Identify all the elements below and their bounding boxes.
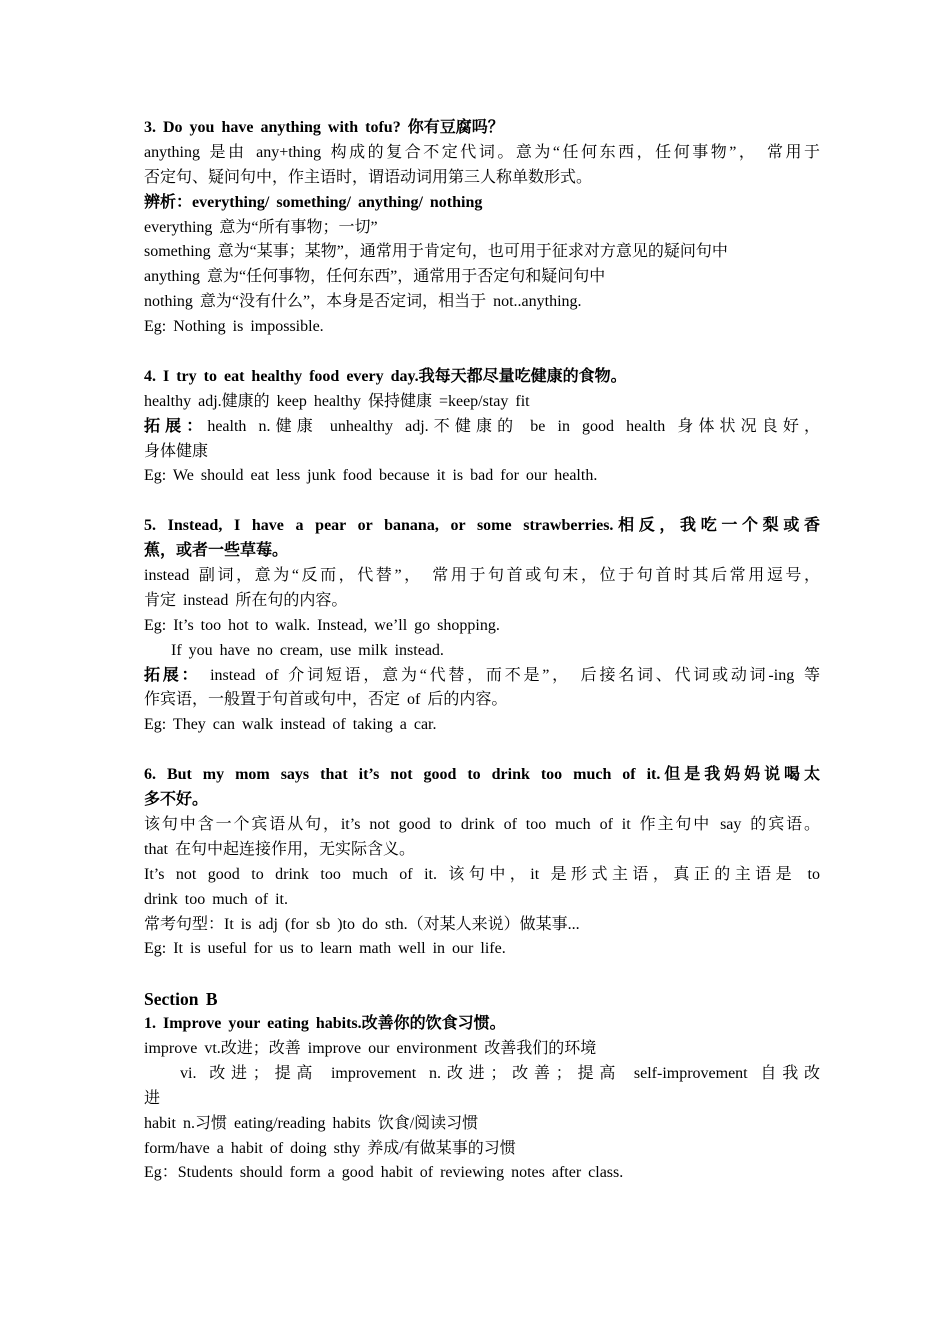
text-line: [144, 589, 820, 614]
text-line: [144, 664, 820, 689]
document-page: [144, 116, 820, 1186]
blank-line: [144, 340, 820, 365]
text-line: [144, 688, 820, 713]
text-line: [144, 1112, 820, 1137]
line-text: anything 是由 any+thing 构成的复合不定代词。意为“任何东西，任何事物”， 常用于: [144, 143, 820, 161]
text-line: [144, 216, 820, 241]
text-line: [144, 464, 820, 489]
line-text: 6. But my mom says that it’s not good to drink too much of it.但是我妈妈说喝太: [144, 766, 820, 784]
line-text: everything 意为“所有事物；一切”: [144, 218, 378, 236]
line-text: health n.健康 unhealthy adj.不健康的 be in good health 身体状况良好，: [207, 417, 820, 435]
text-line: [144, 265, 820, 290]
text-line: [144, 1087, 820, 1112]
text-line: [144, 315, 820, 340]
line-text: Eg: It’s too hot to walk. Instead, we’ll go shopping.: [144, 616, 500, 634]
blank-line: [144, 489, 820, 514]
text-line: [144, 713, 820, 738]
text-line: [144, 888, 820, 913]
text-line: [144, 564, 820, 589]
line-text: instead 副词，意为“反而，代替”， 常用于句首或句末，位于句首时其后常用逗号，: [144, 567, 820, 585]
line-text: 5. Instead, I have a pear or banana, or some strawberries.相反，我吃一个梨或香: [144, 517, 820, 535]
label-bold: 拓展：: [144, 666, 201, 684]
text-line: [144, 240, 820, 265]
blank-line: [144, 962, 820, 987]
text-line: [144, 838, 820, 863]
text-line: [144, 813, 820, 838]
line-text: 肯定 instead 所在句的内容。: [144, 591, 348, 609]
heading-line: [144, 1012, 820, 1037]
text-line: [144, 290, 820, 315]
line-text: drink too much of it.: [144, 890, 288, 908]
text-line: [144, 863, 820, 888]
line-text: 1. Improve your eating habits.改善你的饮食习惯。: [144, 1015, 506, 1033]
text-line: [144, 390, 820, 415]
line-text: Eg: They can walk instead of taking a car.: [144, 716, 437, 734]
line-text: 常考句型：It is adj (for sb )to do sth.（对某人来说）做某事...: [144, 915, 580, 933]
heading-line: [144, 987, 820, 1012]
label-bold: 拓展：: [144, 417, 208, 435]
text-line: [144, 141, 820, 166]
heading-line: [144, 191, 820, 216]
heading-line: [144, 539, 820, 564]
line-text: It’s not good to drink too much of it. 该句中，it 是形式主语，真正的主语是 to: [144, 865, 820, 883]
line-text: improve vt.改进；改善 improve our environment 改善我们的环境: [144, 1039, 597, 1057]
text-line: [144, 1161, 820, 1186]
line-text: 4. I try to eat healthy food every day.我每天都尽量吃健康的食物。: [144, 367, 627, 385]
line-text: Eg：Students should form a good habit of reviewing notes after class.: [144, 1164, 624, 1182]
heading-line: [144, 116, 820, 141]
line-text: something 意为“某事；某物”，通常用于肯定句，也可用于征求对方意见的疑问句中: [144, 243, 728, 261]
line-text: 蕉，或者一些草莓。: [144, 542, 289, 560]
text-line: [144, 937, 820, 962]
line-text: form/have a habit of doing sthy 养成/有做某事的习惯: [144, 1139, 516, 1157]
heading-line: [144, 514, 820, 539]
line-text: habit n.习惯 eating/reading habits 饮食/阅读习惯: [144, 1114, 479, 1132]
line-text: Section B: [144, 989, 218, 1010]
heading-line: [144, 788, 820, 813]
line-text: that 在句中起连接作用，无实际含义。: [144, 840, 415, 858]
heading-line: [144, 365, 820, 390]
text-line: [144, 1137, 820, 1162]
line-text: 3. Do you have anything with tofu? 你有豆腐吗？: [144, 119, 504, 136]
line-text: 作宾语，一般置于句首或句中，否定 of 后的内容。: [144, 691, 508, 709]
line-text: Eg: We should eat less junk food because it is bad for our health.: [144, 467, 598, 485]
line-text: 辨析：everything/ something/ anything/ nothing: [144, 193, 483, 211]
line-text: 否定句、疑问句中，作主语时，谓语动词用第三人称单数形式。: [144, 168, 593, 186]
line-text: If you have no cream, use milk instead.: [171, 641, 444, 659]
line-text: instead of 介词短语，意为“代替，而不是”， 后接名词、代词或动词-ing 等: [200, 666, 820, 684]
line-text: healthy adj.健康的 keep healthy 保持健康 =keep/stay fit: [144, 392, 530, 410]
text-line: [144, 639, 820, 664]
line-text: Eg: Nothing is impossible.: [144, 318, 324, 336]
text-line: [144, 913, 820, 938]
text-line: [144, 1062, 820, 1087]
line-text: 身体健康: [144, 442, 209, 460]
text-line: [144, 614, 820, 639]
line-text: 进: [144, 1089, 161, 1107]
text-line: [144, 1037, 820, 1062]
line-text: nothing 意为“没有什么”，本身是否定词，相当于 not..anything.: [144, 293, 582, 311]
blank-line: [144, 738, 820, 763]
line-text: anything 意为“任何事物，任何东西”，通常用于否定句和疑问句中: [144, 268, 606, 286]
text-line: [144, 415, 820, 440]
line-text: vi. 改进；提高 improvement n.改进；改善；提高 self-improvement 自我改: [180, 1064, 820, 1082]
line-text: 多不好。: [144, 791, 209, 809]
line-text: 该句中含一个宾语从句，it’s not good to drink of too much of it 作主句中 say 的宾语。: [144, 815, 820, 833]
line-text: Eg: It is useful for us to learn math well in our life.: [144, 940, 506, 958]
text-line: [144, 440, 820, 465]
heading-line: [144, 763, 820, 788]
text-line: [144, 166, 820, 191]
